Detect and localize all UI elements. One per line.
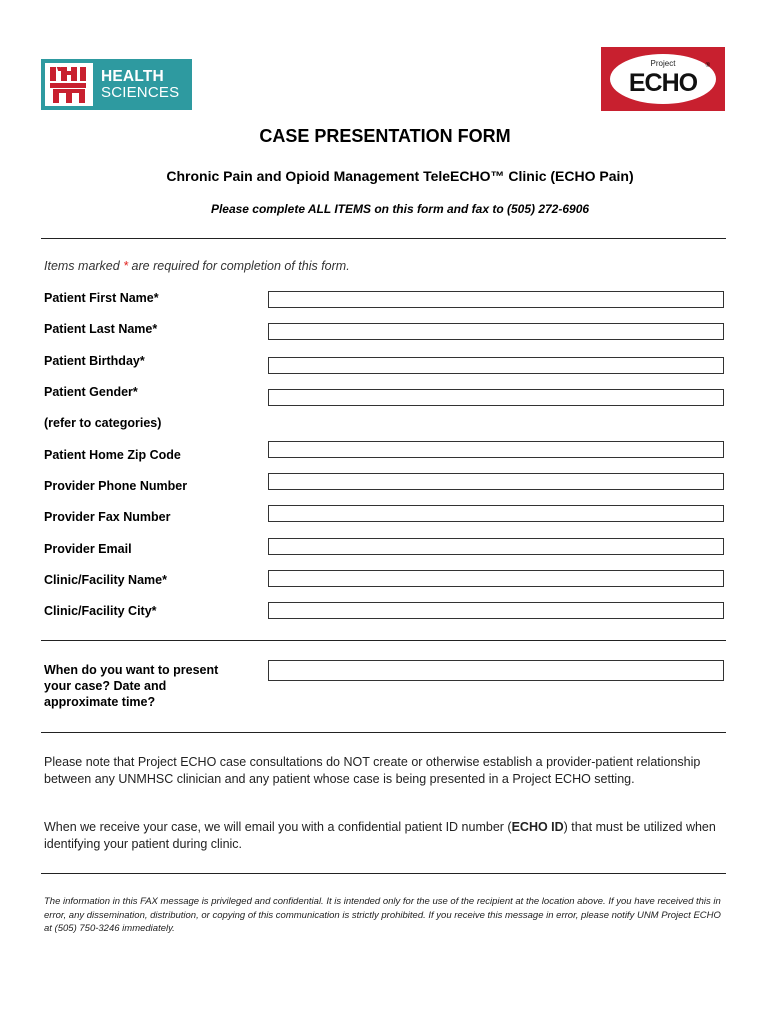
echo-logo-project-text: Project bbox=[650, 59, 676, 68]
unm-mark-icon bbox=[45, 63, 93, 106]
divider-middle bbox=[41, 640, 726, 641]
label-clinic-facility-name: Clinic/Facility Name* bbox=[44, 573, 167, 587]
label-clinic-facility-city: Clinic/Facility City* bbox=[44, 604, 157, 618]
form-title: CASE PRESENTATION FORM bbox=[259, 126, 511, 146]
provider-fax-field[interactable] bbox=[268, 505, 724, 522]
label-patient-first-name: Patient First Name* bbox=[44, 291, 159, 305]
label-patient-last-name: Patient Last Name* bbox=[44, 322, 158, 336]
provider-phone-field[interactable] bbox=[268, 473, 724, 490]
echo-logo-word: ECHO bbox=[628, 69, 698, 97]
present-label-line1: When do you want to present bbox=[44, 663, 219, 677]
divider-top bbox=[41, 238, 726, 239]
present-label-line3: approximate time? bbox=[44, 695, 156, 709]
fax-confidentiality-disclaimer: The information in this FAX message is privileged and confidential. It is intended only for the use of the recipient at the location above. If you have received this in error, any dissemination, distribution, or copying of this communication is strictly prohibited. If you receive this message in error, please notify UNM Project ECHO at (505) 750-3246 immediately. bbox=[44, 896, 721, 934]
label-patient-gender: Patient Gender* bbox=[44, 385, 138, 399]
patient-last-name-field[interactable] bbox=[268, 323, 724, 340]
present-label-line2: your case? Date and bbox=[44, 679, 167, 693]
divider-bottom bbox=[41, 873, 726, 874]
label-provider-fax: Provider Fax Number bbox=[44, 510, 171, 524]
echo-logo-registered-mark: ® bbox=[705, 63, 710, 69]
unm-logo-line1: HEALTH bbox=[101, 67, 164, 85]
note-echo-id-bold: ECHO ID bbox=[511, 820, 564, 834]
required-note-after: are required for completion of this form. bbox=[128, 259, 350, 273]
divider-lower bbox=[41, 732, 726, 733]
unm-health-sciences-logo bbox=[41, 59, 192, 110]
patient-home-zip-field[interactable] bbox=[268, 441, 724, 458]
required-note bbox=[44, 259, 350, 273]
clinic-facility-name-field[interactable] bbox=[268, 570, 724, 587]
required-note-before: Items marked bbox=[44, 259, 124, 273]
patient-birthday-field[interactable] bbox=[268, 357, 724, 374]
label-patient-home-zip: Patient Home Zip Code bbox=[44, 448, 181, 462]
form-subtitle: Chronic Pain and Opioid Management TeleECHO™ Clinic (ECHO Pain) bbox=[166, 168, 634, 184]
label-present-case-time bbox=[44, 662, 244, 710]
label-refer-to-categories: (refer to categories) bbox=[44, 416, 162, 430]
note-provider-relationship: Please note that Project ECHO case consultations do NOT create or otherwise establish a provider-patient relationship between any UNMHSC clinician and any patient whose case is being presented in a Project ECHO setting. bbox=[44, 755, 701, 786]
present-case-time-field[interactable] bbox=[268, 660, 724, 681]
provider-email-field[interactable] bbox=[268, 538, 724, 555]
patient-first-name-field[interactable] bbox=[268, 291, 724, 308]
required-star: * bbox=[123, 259, 129, 273]
unm-logo-line2: SCIENCES bbox=[101, 83, 180, 101]
unm-logo-text bbox=[101, 69, 179, 101]
label-provider-phone: Provider Phone Number bbox=[44, 479, 188, 493]
note-echo-id-after: ) that must be utilized when identifying your patient during clinic. bbox=[44, 820, 716, 851]
patient-gender-field[interactable] bbox=[268, 389, 724, 406]
note-echo-id-before: When we receive your case, we will email you with a confidential patient ID number ( bbox=[44, 820, 512, 834]
echo-logo-oval bbox=[610, 54, 716, 104]
label-patient-birthday: Patient Birthday* bbox=[44, 354, 145, 368]
clinic-facility-city-field[interactable] bbox=[268, 602, 724, 619]
label-provider-email: Provider Email bbox=[44, 542, 132, 556]
form-instructions: Please complete ALL ITEMS on this form and fax to (505) 272-6906 bbox=[210, 202, 590, 216]
project-echo-logo bbox=[601, 47, 725, 111]
note-echo-id bbox=[44, 819, 734, 852]
